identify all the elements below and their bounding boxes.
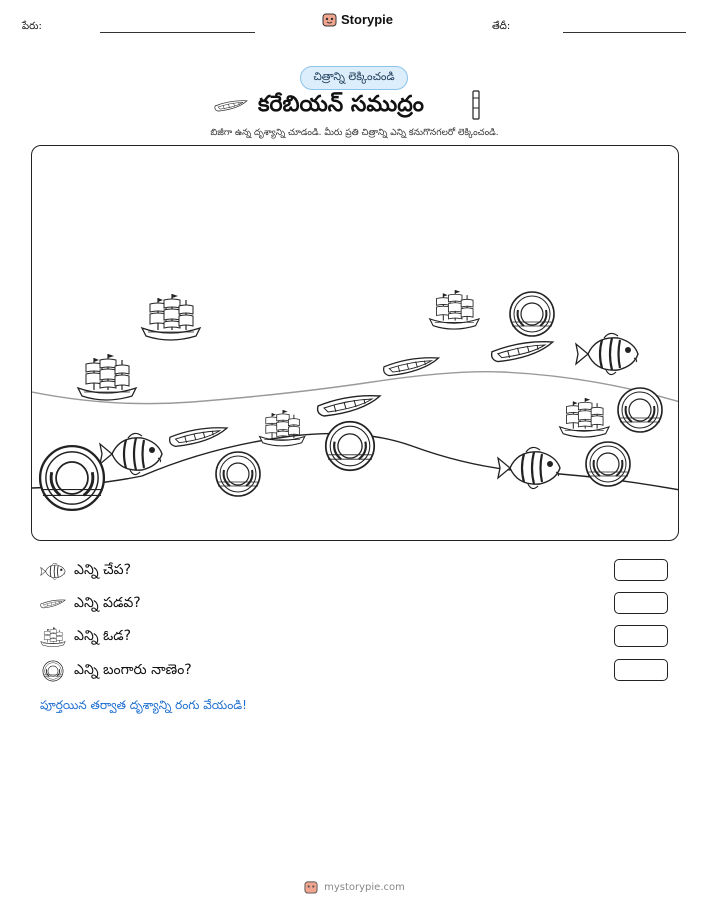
question-text: ఎన్ని బంగారు నాణెం? (74, 661, 192, 678)
answer-box-fish[interactable] (614, 559, 668, 581)
question-coin (40, 658, 192, 684)
coin-icon (586, 442, 630, 486)
storypie-icon (304, 880, 318, 894)
fish-icon (498, 447, 560, 488)
boat-icon (318, 396, 380, 416)
coin-icon (40, 446, 104, 510)
answer-box-coin[interactable] (614, 659, 668, 681)
instructions: బిజీగా ఉన్న దృశ్యాన్ని చూడండి. మీరు ప్రతి చిత్రాన్ని ఎన్ని కనుగొనగలరో లెక్కించండి. (210, 128, 499, 138)
storypie-icon (322, 12, 337, 27)
date-line (563, 32, 686, 33)
boat-icon (170, 428, 227, 447)
question-ship (40, 624, 131, 650)
coin-icon (40, 660, 66, 682)
question-text: ఎన్ని పడవ? (74, 594, 141, 611)
telescope-icon (470, 90, 482, 120)
brand-name: Storypie (341, 12, 394, 27)
ship-icon (260, 410, 305, 446)
page-title: కరేబియన్ సముద్రం (258, 92, 424, 117)
footer (0, 880, 709, 894)
name-label: పేరు: (22, 21, 42, 32)
answer-box-ship[interactable] (614, 625, 668, 647)
boat-icon (492, 342, 553, 362)
fish-icon (576, 333, 638, 374)
ship-icon (40, 626, 66, 648)
coin-icon (618, 388, 662, 432)
fish-icon (100, 433, 162, 474)
question-boat (40, 591, 141, 617)
ship-icon (78, 354, 136, 400)
answer-box-boat[interactable] (614, 592, 668, 614)
question-fish (40, 558, 131, 584)
coin-icon (216, 452, 260, 496)
caribbean-scene (31, 145, 679, 541)
scene-drawing (32, 146, 679, 541)
question-text: ఎన్ని ఓడ? (74, 627, 132, 644)
boat-title-icon (214, 94, 248, 118)
boat-icon (384, 358, 439, 376)
coloring-instruction: పూర్తయిన తర్వాత దృశ్యాన్ని రంగు వేయండి! (40, 698, 247, 712)
footer-url[interactable]: mystorypie.com (324, 881, 405, 893)
ship-icon (560, 398, 609, 437)
ship-icon (430, 290, 479, 329)
boat-icon (40, 593, 66, 615)
name-line (100, 32, 255, 33)
activity-badge: చిత్రాన్ని లెక్కించండి (300, 66, 408, 90)
coin-icon (510, 292, 554, 336)
coin-icon (326, 422, 374, 470)
ship-icon (142, 294, 200, 340)
question-text: ఎన్ని చేప? (74, 561, 132, 578)
fish-icon (40, 560, 66, 582)
date-label: తేదీ: (492, 21, 511, 32)
brand-logo (322, 12, 393, 27)
